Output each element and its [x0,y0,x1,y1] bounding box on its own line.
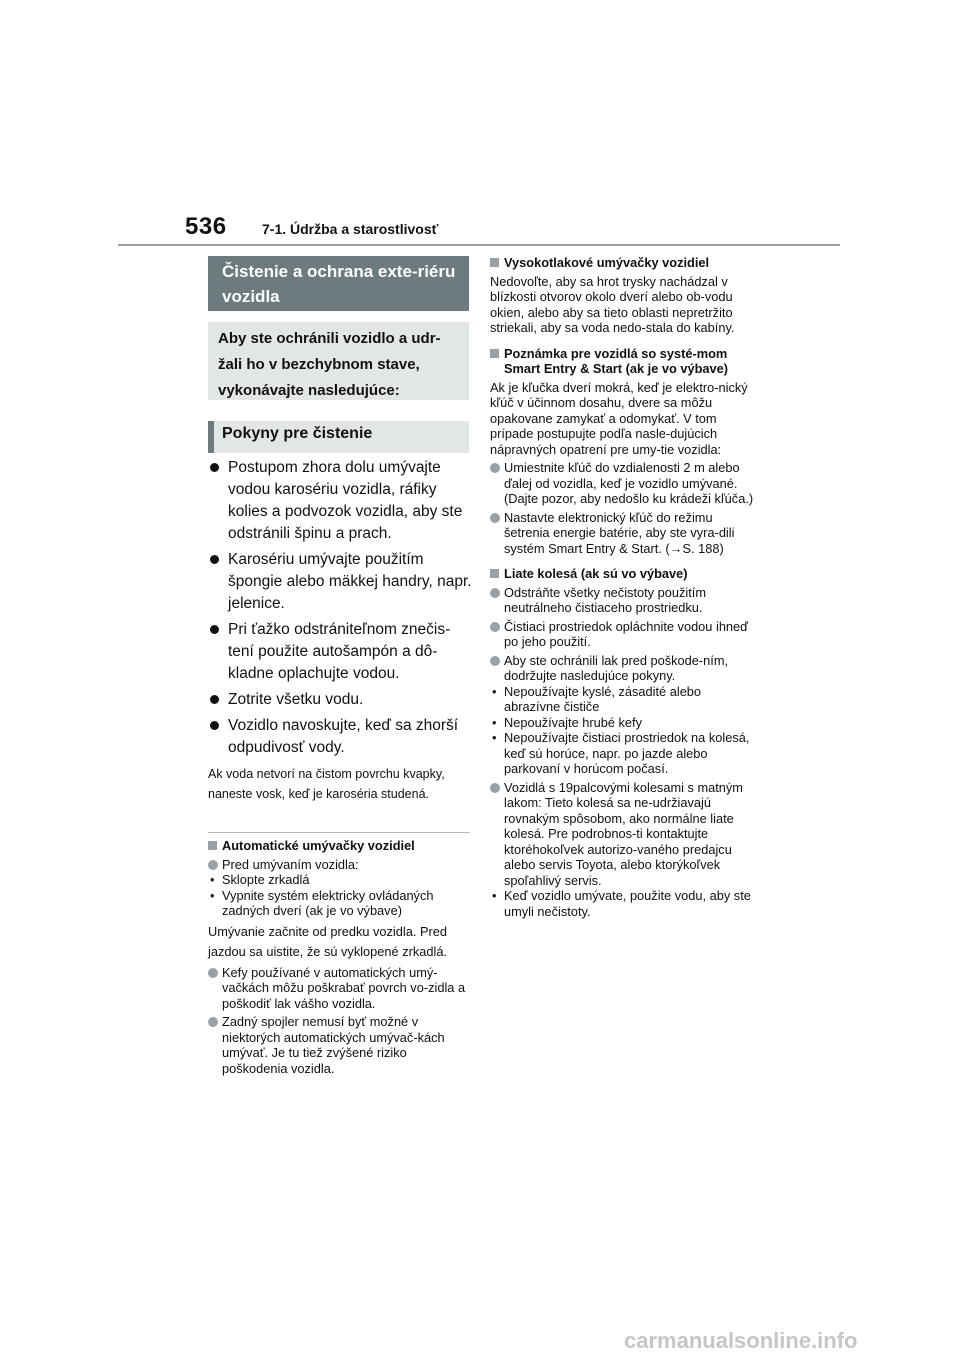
paragraph: Nedovoľte, aby sa hrot trysky nachádzal v blízkosti otvorov okolo dverí alebo ob-vodu okien, alebo aby sa tieto oblasti nepretržito striekali, aby sa voda nedo-stala do kabíny. [490,273,735,335]
info-item: Pred umývaním vozidla: • Sklopte zrkadlá • Vypnite systém elektricky ovládaných zadných dverí (ak je vo výbave) [208,857,470,919]
info-item: Kefy používané v automatických umý-vačkách môžu poškrabať povrch vo-zidla a poškodiť lak vášho vozidla. [208,965,470,1012]
circle-bullet-icon [208,1017,218,1027]
section-reference: 7-1. Údržba a starostlivosť [262,221,439,237]
bullet-icon [210,555,219,564]
square-bullet-icon [490,349,499,358]
sub-list-item: • Nepoužívajte čistiaci prostriedok na kolesá, keď sú horúce, napr. po jazde alebo parkovaní v horúcom počasí. [490,730,758,777]
circle-bullet-icon [490,656,500,666]
page-number: 536 [185,213,227,240]
info-item: Vozidlá s 19palcovými kolesami s matným lakom: Tieto kolesá sa ne-udržiavajú rovnakým spôsobom, ako normálne liate kolesá. Pre podrobnos-ti kontaktujte ktoréhokoľvek autorizo-vaného predajcu alebo servis Toyota, alebo ktorýkoľvek spoľahlivý servis. • Keď vozidlo umývate, použite vodu, aby ste umyli nečistoty. [490,780,758,920]
info-item: Zadný spojler nemusí byť možné v niektorých automatických umývač-kách umývať. Je tu tiež zvýšené riziko poškodenia vozidla. [208,1014,470,1076]
list-item-text: Postupom zhora dolu umývajte vodou karosériu vozidla, ráfiky kolies a podvozok vozidla, aby ste odstránili špinu a prach. [228,459,463,542]
info-item: Nastavte elektronický kľúč do režimu šetrenia energie batérie, aby ste vyra-dili systém Smart Entry & Start. (→S. 188) [490,510,758,557]
paragraph: Umývanie začnite od predku vozidla. Pred jazdou sa uistite, že sú vyklopené zrkadlá. [208,923,448,959]
circle-bullet-icon [490,622,500,632]
header-rule [118,244,840,246]
cleaning-steps-list [208,457,476,763]
wax-note: Ak voda netvorí na čistom povrchu kvapky, naneste vosk, keď je karoséria studená. [208,767,445,801]
list-item [208,619,476,685]
subsection-title: Pokyny pre čistenie [208,421,469,453]
circle-bullet-icon [490,783,500,793]
circle-bullet-icon [490,588,500,598]
sub-list-item: • Nepoužívajte kyslé, zásadité alebo abrazívne čističe [490,684,758,715]
section-title: Čistenie a ochrana exte-riéru vozidla [208,256,469,311]
sub-list [208,872,470,919]
sub-list-item: • Nepoužívajte hrubé kefy [490,715,758,731]
automatic-wash-section [208,838,470,1079]
bullet-icon [210,721,219,730]
bullet-icon [210,463,219,472]
list-item [208,549,476,615]
square-bullet-icon [490,569,499,578]
sub-list-item: • Keď vozidlo umývate, použite vodu, aby ste umyli nečistoty. [490,888,758,919]
list-item [208,715,476,759]
list-item [208,457,476,545]
square-bullet-icon [208,841,217,850]
info-item: Čistiaci prostriedok opláchnite vodou ihneď po jeho použití. [490,619,758,650]
bullet-icon [210,695,219,704]
circle-bullet-icon [208,968,218,978]
list-item-text: Zotrite všetku vodu. [228,691,364,708]
list-item-text: Vozidlo navoskujte, keď sa zhorší odpudivosť vody. [228,717,459,756]
list-item-text: Karosériu umývajte použitím špongie alebo mäkkej handry, napr. jelenice. [228,551,472,612]
divider [208,832,470,833]
smart-entry-heading: Poznámka pre vozidlá so systé-mom Smart Entry & Start (ak je vo výbave) [490,346,758,377]
circle-bullet-icon [490,513,500,523]
bullet-icon [210,625,219,634]
watermark: carmanualsonline.info [624,1328,858,1353]
sub-list [490,888,758,919]
automatic-wash-heading: Automatické umývačky vozidiel [208,838,470,854]
info-item: Odstráňte všetky nečistoty použitím neutrálneho čistiaceho prostriedku. [490,585,758,616]
circle-bullet-icon [490,463,500,473]
info-item: Aby ste ochránili lak pred poškode-ním, dodržujte nasledujúce pokyny. • Nepoužívajte kyslé, zásadité alebo abrazívne čističe • Nepoužívajte hrubé kefy • Nepoužívajte čistiaci prostriedok na kolesá, keď sú horúce, napr. po jazde alebo parkovaní v horúcom počasí. [490,653,758,777]
sub-list-item: • Sklopte zrkadlá [208,872,470,888]
sub-list [490,684,758,777]
info-item: Umiestnite kľúč do vzdialenosti 2 m alebo ďalej od vozidla, keď je vozidlo umývané. (Dajte pozor, aby nedošlo ku krádeži kľúča.) [490,460,758,507]
list-item [208,689,476,711]
list-item-text: Pri ťažko odstrániteľnom znečis-tení použite autošampón a dô-kladne oplachujte vodou. [228,621,451,682]
paragraph: Ak je kľučka dverí mokrá, keď je elektro-nický kľúč v účinnom dosahu, dvere sa môžu opakovane zamykať a odomykať. V tom prípade postupujte podľa nasle-dujúcich nápravných opatrení pre umy-tie vozidla: [490,379,748,457]
pressure-wash-heading: Vysokotlakové umývačky vozidiel [490,255,758,271]
circle-bullet-icon [208,860,218,870]
intro-box: Aby ste ochránili vozidlo a udr-žali ho v bezchybnom stave, vykonávajte nasledujúce: [208,322,469,400]
alloy-wheels-heading: Liate kolesá (ak sú vo výbave) [490,566,758,582]
square-bullet-icon [490,258,499,267]
sub-list-item: • Vypnite systém elektricky ovládaných zadných dverí (ak je vo výbave) [208,888,470,919]
right-column [490,255,758,922]
